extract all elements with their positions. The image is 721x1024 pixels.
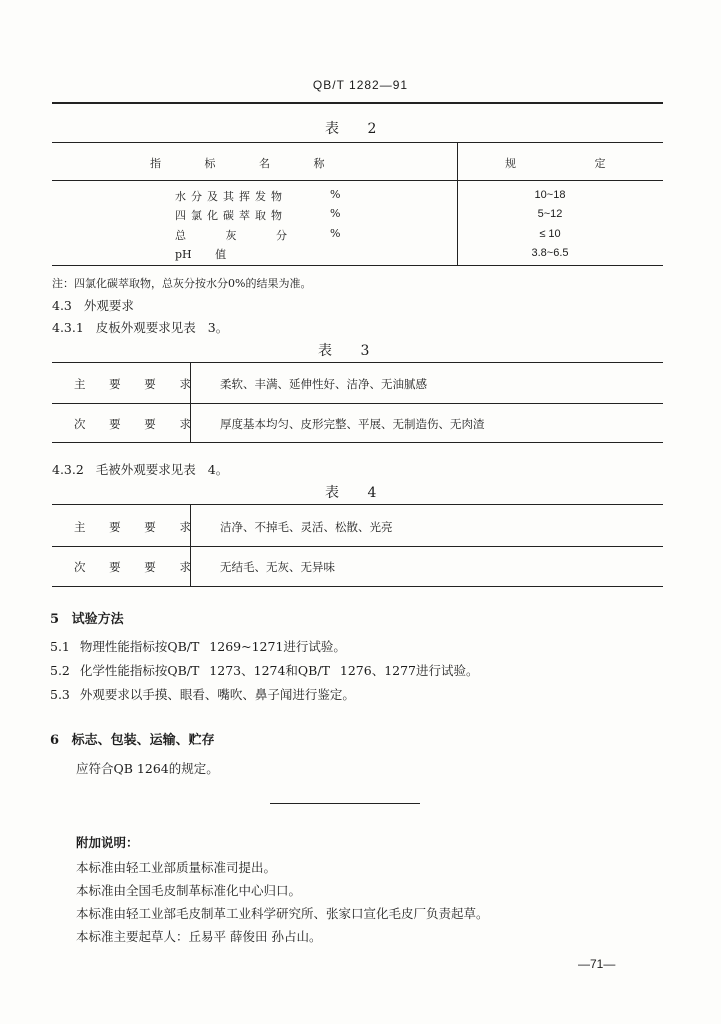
table-3-mid-rule	[52, 403, 663, 404]
table-4-row-label: 次 要 要 求	[74, 560, 201, 574]
table-3-row-label: 次 要 要 求	[74, 417, 201, 431]
table-4-top-rule	[52, 504, 663, 505]
table-2-row-unit: %	[330, 227, 343, 240]
table-2-row-name: 总 灰 分	[175, 229, 287, 242]
table-4-row-label: 主 要 要 求	[74, 520, 201, 534]
section-5-item: 5.3 外观要求以手摸、眼看、嘴吹、鼻子闻进行鉴定。	[50, 687, 355, 702]
section-4-3-2: 4.3.2 毛被外观要求见表 4。	[52, 462, 229, 477]
table-2-note: 注：四氯化碳萃取物，总灰分按水分0%的结果为准。	[52, 277, 312, 290]
section-5-item: 5.2 化学性能指标按QB/T 1273、1274和QB/T 1276、1277进行试验。	[50, 663, 479, 678]
section-5-item: 5.1 物理性能指标按QB/T 1269~1271进行试验。	[50, 639, 346, 654]
table-2-head-spec: 规 定	[505, 157, 606, 170]
table-2-head-indicator: 指 标 名 称	[150, 157, 325, 170]
table-2-row-value: 10~18	[534, 189, 566, 201]
table-2-column-divider	[457, 142, 458, 265]
closing-rule	[270, 803, 420, 804]
table-2-row-name: 四氯化碳萃取物	[175, 209, 287, 222]
table-2-top-rule	[52, 142, 663, 143]
table-4-row-text: 无结毛、无灰、无异味	[220, 560, 335, 574]
appendix-line: 本标准由全国毛皮制革标准化中心归口。	[76, 883, 302, 898]
table-3-bottom-rule	[52, 442, 663, 443]
table-2-bottom-rule	[52, 265, 663, 266]
section-6-text: 应符合QB 1264的规定。	[76, 761, 219, 776]
table-4-bottom-rule	[52, 586, 663, 587]
table-2-row-name: 水分及其挥发物	[175, 190, 287, 203]
table-4-caption: 表 4	[325, 485, 389, 501]
appendix-line: 本标准由轻工业部毛皮制革工业科学研究所、张家口宣化毛皮厂负责起草。	[76, 906, 489, 921]
table-2-head-rule	[52, 180, 663, 181]
table-2-row-value: ≤ 10	[539, 228, 561, 240]
table-4-mid-rule	[52, 546, 663, 547]
section-6-heading: 6 标志、包装、运输、贮存	[50, 733, 215, 748]
page-number: —71—	[578, 957, 616, 971]
section-4-3-heading: 4.3 外观要求	[52, 298, 134, 313]
table-2-row-unit: %	[330, 188, 343, 201]
table-3-top-rule	[52, 362, 663, 363]
section-4-3-1: 4.3.1 皮板外观要求见表 3。	[52, 320, 229, 335]
header-rule	[52, 102, 663, 104]
section-5-heading: 5 试验方法	[50, 612, 124, 627]
table-3-row-text: 厚度基本均匀、皮形完整、平展、无制造伤、无肉渣	[220, 417, 485, 431]
table-2-row-unit: %	[330, 207, 343, 220]
table-4-row-text: 洁净、不掉毛、灵活、松散、光亮	[220, 520, 393, 534]
table-3-row-label: 主 要 要 求	[74, 377, 201, 391]
table-2-caption: 表 2	[325, 121, 389, 137]
standard-code-header: QB/T 1282—91	[312, 78, 409, 92]
table-3-row-text: 柔软、丰满、延伸性好、洁净、无油腻感	[220, 377, 427, 391]
table-2-row-value: 5~12	[537, 208, 563, 220]
table-3-caption: 表 3	[318, 343, 382, 359]
appendix-line: 本标准主要起草人：丘易平 薛俊田 孙占山。	[76, 929, 322, 944]
appendix-title: 附加说明：	[76, 835, 139, 850]
appendix-line: 本标准由轻工业部质量标准司提出。	[76, 860, 277, 875]
table-2-row-name: pH 值	[175, 248, 227, 261]
table-2-row-value: 3.8~6.5	[531, 247, 569, 259]
